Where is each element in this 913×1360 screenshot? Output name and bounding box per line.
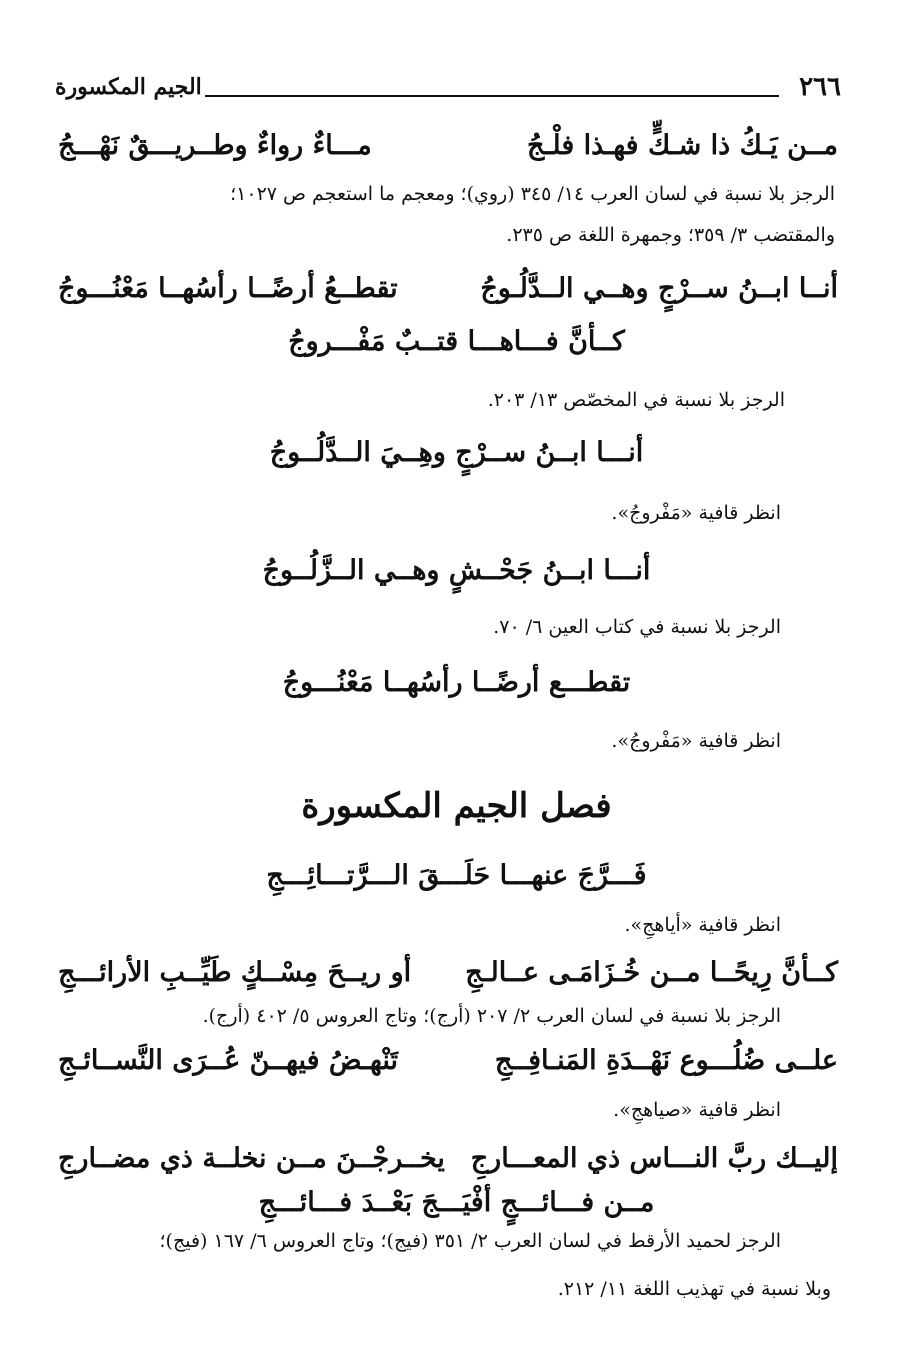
footnote-text: انظر قافية «مَفْروجُ». bbox=[611, 730, 781, 752]
footnote-text: الرجز لحميد الأرقط في لسان العرب ٢/ ٣٥١ (فيج)؛ وتاج العروس ٦/ ١٦٧ (فيج)؛ bbox=[159, 1230, 781, 1252]
footnote-text: والمقتضب ٣/ ٣٥٩؛ وجمهرة اللغة ص ٢٣٥. bbox=[506, 224, 835, 246]
header-rule bbox=[205, 95, 779, 97]
verse-hemistich: إليــك ربَّ النـــاس ذي المعـــارجِ bbox=[470, 1143, 838, 1174]
verse-hemistich: أنــا ابــنُ ســرْجٍ وهــي الــدَّلُـوجُ bbox=[480, 273, 838, 304]
verse-hemistich: مـــاءٌ رواءٌ وطــريـــقٌ نَهْـــجُ bbox=[58, 130, 372, 161]
chapter-title: الجيم المكسورة bbox=[55, 74, 202, 100]
footnote-text: الرجز بلا نسبة في لسان العرب ١٤/ ٣٤٥ (روي)؛ ومعجم ما استعجم ص ١٠٢٧؛ bbox=[230, 183, 835, 205]
verse-line bbox=[58, 1143, 838, 1174]
verse-line bbox=[58, 130, 838, 161]
section-heading: فصل الجيم المكسورة bbox=[301, 786, 612, 826]
verse-line: مــن فـــائـــجٍ أفْيَـــجَ بَعْــدَ فـــائـــجِ bbox=[258, 1187, 655, 1218]
verse-line bbox=[58, 957, 838, 988]
verse-hemistich: مــن يَـكُ ذا شـكٍّ فهـذا فلْـجُ bbox=[527, 130, 838, 161]
verse-line: كــأنَّ فـــاهـــا قتــبٌ مَفْـــروجُ bbox=[288, 326, 625, 357]
verse-line: تقطـــع أرضًــا رأسُهــا مَعْنُـــوجُ bbox=[282, 667, 631, 698]
verse-line bbox=[58, 1045, 838, 1076]
verse-hemistich: يخــرجْــنَ مــن نخلــة ذي مضــارجِ bbox=[58, 1143, 445, 1174]
footnote-text: الرجز بلا نسبة في لسان العرب ٢/ ٢٠٧ (أرج)؛ وتاج العروس ٥/ ٤٠٢ (أرج). bbox=[202, 1005, 781, 1027]
footnote-text: الرجز بلا نسبة في كتاب العين ٦/ ٧٠. bbox=[493, 616, 781, 638]
verse-line: أنـــا ابــنُ جَحْــشٍ وهــي الــزَّلُــوجُ bbox=[262, 555, 651, 586]
verse-hemistich: كــأنَّ رِيحًــا مــن خُـزَامَـى عــالـجِ bbox=[465, 957, 838, 988]
verse-line bbox=[58, 273, 838, 304]
footnote-text: انظر قافية «أياهجِ». bbox=[624, 914, 781, 936]
verse-hemistich: علــى ضُلُـــوع نَهْــدَةِ المَنـافِــجِ bbox=[494, 1045, 838, 1076]
verse-hemistich: أو ريــحَ مِسْــكٍ طَيِّــبِ الأرائـــجِ bbox=[58, 957, 412, 988]
verse-hemistich: تَنْهـضُ فيهــنّ عُــرَى النَّســائـجِ bbox=[58, 1045, 398, 1076]
footnote-text: وبلا نسبة في تهذيب اللغة ١١/ ٢١٢. bbox=[557, 1278, 831, 1300]
footnote-text: انظر قافية «صياهجِ». bbox=[613, 1099, 781, 1121]
verse-hemistich: تقطــعُ أرضًــا رأسُهــا مَعْنُـــوجُ bbox=[58, 273, 398, 304]
footnote-text: الرجز بلا نسبة في المخصّص ١٣/ ٢٠٣. bbox=[487, 389, 785, 411]
verse-line: فَـــرَّجَ عنهـــا حَلَـــقَ الـــرَّتـــائِـــجِ bbox=[266, 860, 647, 891]
running-header bbox=[55, 72, 841, 106]
verse-line: أنـــا ابــنُ ســرْجٍ وهِــيَ الــدَّلُــوجُ bbox=[269, 437, 644, 468]
footnote-text: انظر قافية «مَفْروجُ». bbox=[611, 502, 781, 524]
page-number: ٢٦٦ bbox=[799, 72, 841, 102]
